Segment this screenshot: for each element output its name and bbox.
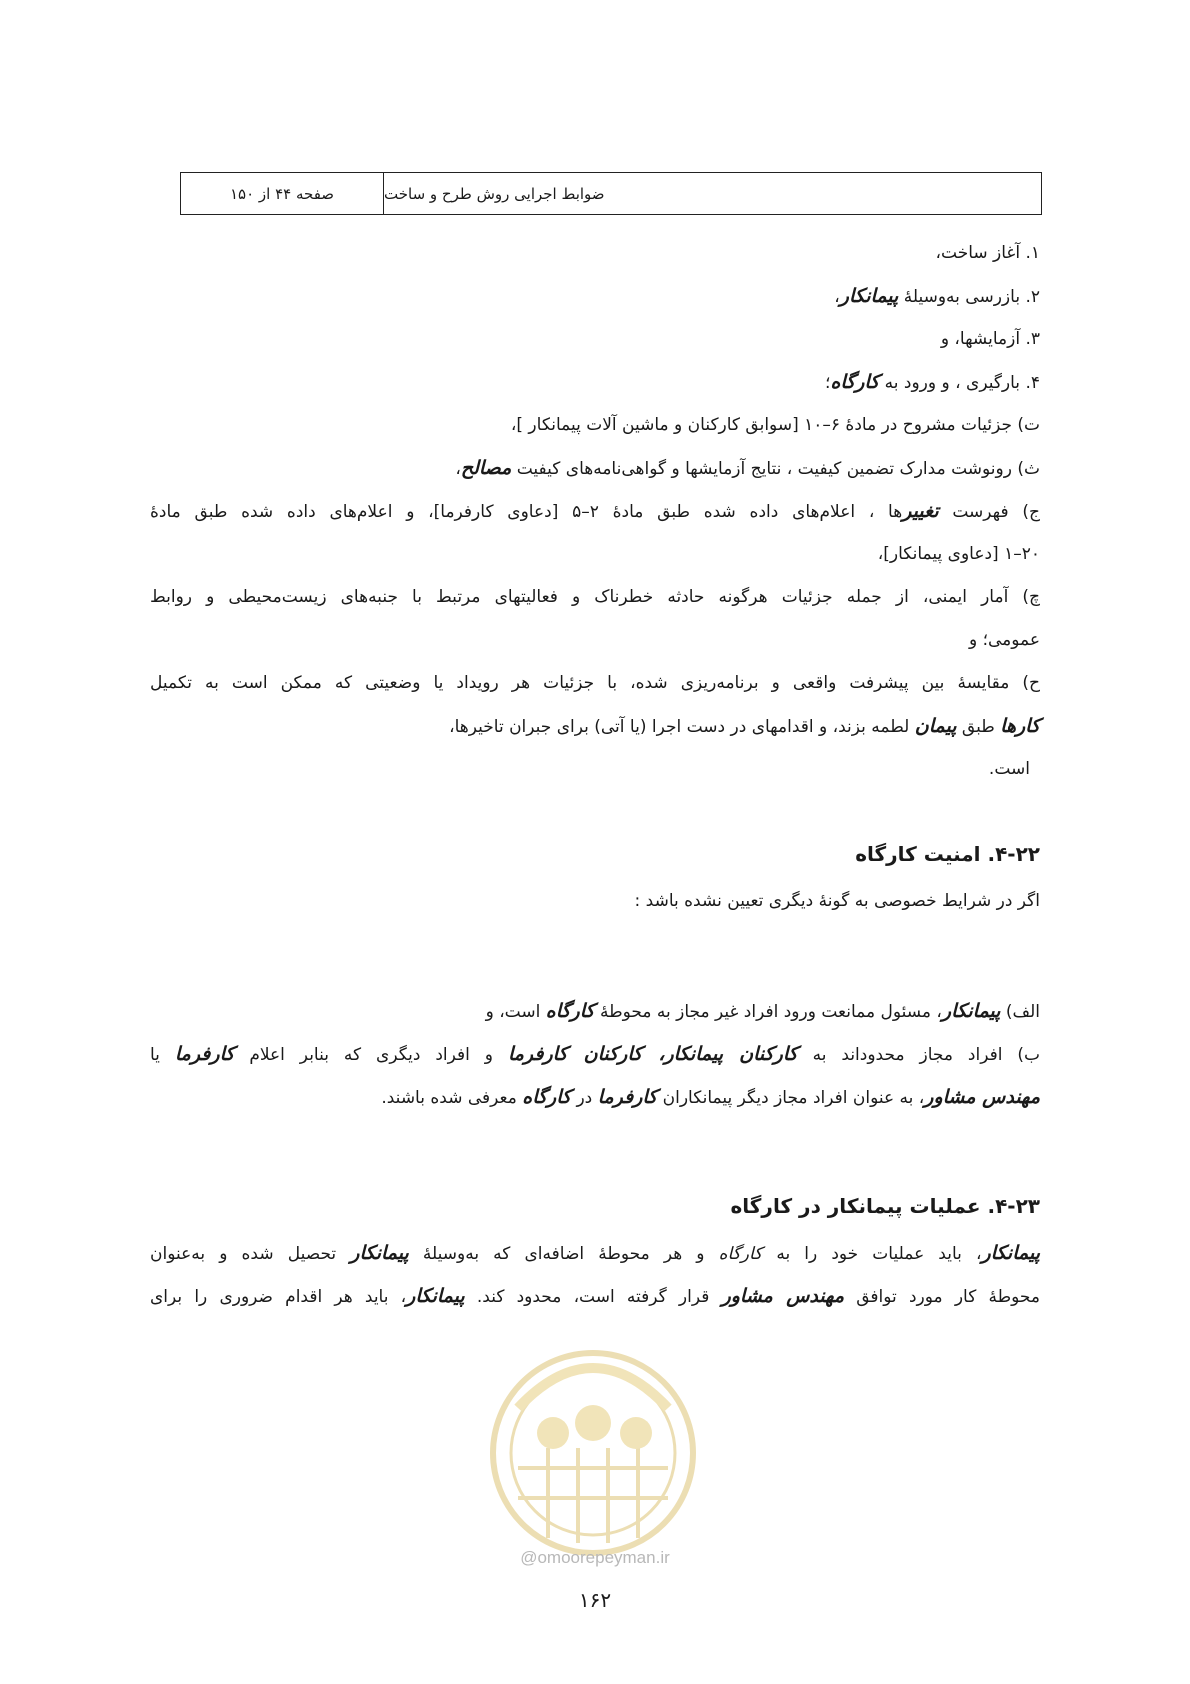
clause-jim-text-b: ها ، اعلام‌های داده شده طبق مادهٔ ۲–۵ [دعاوی کارفرما]، و اعلام‌های داده شده طبق مادهٔ — [150, 502, 903, 522]
clause-jim-line1 — [150, 496, 1040, 527]
section-23-heading: ۴-۲۳. عملیات پیمانکار در کارگاه — [730, 1194, 1040, 1218]
clause-he-text-b: لطمه بزند، و اقدامهای در دست اجرا (یا آتی) برای جبران تاخیرها، — [449, 717, 915, 737]
section-23-text-c: تحصیل شده و به‌عنوان — [150, 1244, 351, 1264]
header-title-text: ضوابط اجرایی روش طرح و ساخت — [384, 184, 605, 203]
header-page-info-text: صفحه ۴۴ از ۱۵۰ — [229, 184, 335, 203]
clause-he-line3: است. — [988, 759, 1030, 779]
clause-alef-term-1: پیمانکار — [941, 1000, 1001, 1022]
header-title — [384, 173, 1041, 214]
watermark-seal-icon — [478, 1338, 708, 1568]
section-23-term-4: پیمانکار — [406, 1285, 465, 1307]
section-23-text-e: قرار گرفته است، محدود کند. — [464, 1287, 722, 1307]
clause-be-text-c: و افراد دیگری که بنابر اعلام — [234, 1045, 508, 1065]
clause-he-line2 — [449, 711, 1040, 742]
clause-se-punct: ، — [455, 459, 461, 479]
clause-che-line1: چ) آمار ایمنی، از جمله جزئیات هرگونه حادثه خطرناک و فعالیتهای مرتبط با جنبه‌های زیست‌محیطی و روابط — [150, 587, 1040, 607]
section-22-clause-be-line1 — [150, 1039, 1040, 1070]
clause-he-term-2: پیمان — [914, 715, 957, 737]
section-23-text-d: محوطهٔ کار مورد توافق — [844, 1287, 1040, 1307]
clause-be2-text-b: در — [571, 1088, 598, 1108]
section-23-text-f: ، باید هر اقدام ضروری را برای — [150, 1287, 407, 1307]
clause-be-term-3: کارفرما — [174, 1043, 235, 1065]
clause-jim-term: تغییر — [902, 500, 939, 522]
clause-che-line2: عمومی؛ و — [968, 630, 1040, 650]
list-item-4 — [825, 367, 1040, 398]
page-header-box — [180, 172, 1042, 215]
list-item-2 — [834, 281, 1040, 312]
section-23-text-b: و هر محوطهٔ اضافه‌ای که به‌وسیلهٔ — [408, 1244, 719, 1264]
clause-alef-label: الف) — [1000, 1002, 1040, 1022]
section-23-term-1: پیمانکار — [981, 1242, 1041, 1264]
section-23-para-line2 — [150, 1281, 1040, 1312]
clause-be-comma: ، — [642, 1043, 665, 1065]
clause-se — [455, 453, 1040, 484]
list-item-3: ۳. آزمایشها، و — [940, 329, 1040, 349]
header-page-info — [181, 173, 384, 214]
clause-te: ت) جزئیات مشروح در مادهٔ ۶–۱۰ [سوابق کارکنان و ماشین آلات پیمانکار ]، — [510, 415, 1040, 435]
list-item-4-text: ۴. بارگیری ، و ورود به — [879, 373, 1040, 393]
clause-se-term: مصالح — [460, 457, 512, 479]
clause-se-text: ث) رونوشت مدارک تضمین کیفیت ، نتایج آزمایشها و گواهی‌نامه‌های کیفیت — [511, 459, 1040, 479]
list-item-4-punct: ؛ — [825, 373, 831, 393]
clause-alef-text-b: ، مسئول ممانعت ورود افراد غیر مجاز به محوطهٔ — [594, 1002, 942, 1022]
clause-be-term-2: کارکنان کارفرما — [507, 1043, 643, 1065]
clause-alef-term-2: کارگاه — [545, 1000, 595, 1022]
watermark-site-text: @omoorepeyman.ir — [520, 1548, 670, 1567]
clause-be2-text-c: معرفی شده باشند. — [381, 1088, 523, 1108]
clause-jim-text-a: ج) فهرست — [938, 502, 1040, 522]
clause-he-text-a: طبق — [956, 717, 1001, 737]
section-22-heading: ۴-۲۲. امنیت کارگاه — [855, 842, 1040, 866]
list-item-4-term: کارگاه — [830, 371, 880, 393]
section-22-clause-alef — [486, 996, 1040, 1027]
clause-be-text-d: یا — [150, 1045, 175, 1065]
clause-alef-text-c: است، و — [485, 1002, 546, 1022]
section-23-italic-term: کارگاه — [718, 1244, 763, 1264]
section-22-clause-be-line2 — [381, 1082, 1040, 1113]
list-item-2-punct: ، — [834, 287, 840, 307]
section-23-term-2: پیمانکار — [350, 1242, 409, 1264]
section-23-text-a: ، باید عملیات خود را به — [762, 1244, 982, 1264]
list-item-1: ۱. آغاز ساخت، — [935, 243, 1040, 263]
list-item-2-term: پیمانکار — [839, 285, 899, 307]
section-23-para-line1 — [150, 1238, 1040, 1269]
clause-be2-term-3: کارگاه — [522, 1086, 572, 1108]
clause-be2-term-2: کارفرما — [597, 1086, 658, 1108]
clause-he-term-1: کارها — [1000, 715, 1040, 737]
clause-be2-term-1: مهندس مشاور — [924, 1086, 1040, 1108]
clause-he-line1: ح) مقایسهٔ بین پیشرفت واقعی و برنامه‌ریزی شده، با جزئیات هر رویداد یا وضعیتی که ممکن است به تکمیل — [150, 673, 1040, 693]
clause-be-term-1: کارکنان پیمانکار — [664, 1043, 798, 1065]
page-number: ۱۶۲ — [578, 1588, 612, 1612]
section-22-intro: اگر در شرایط خصوصی به گونهٔ دیگری تعیین نشده باشد : — [634, 891, 1040, 911]
clause-jim-line2: ۲۰–۱ [دعاوی پیمانکار]، — [877, 544, 1040, 564]
list-item-2-text: ۲. بازرسی به‌وسیلهٔ — [898, 287, 1040, 307]
section-23-term-3: مهندس مشاور — [721, 1285, 845, 1307]
clause-be-text-a: ب) افراد مجاز محدوداند به — [797, 1045, 1040, 1065]
clause-be2-text-a: ، به عنوان افراد مجاز دیگر پیمانکاران — [657, 1088, 925, 1108]
